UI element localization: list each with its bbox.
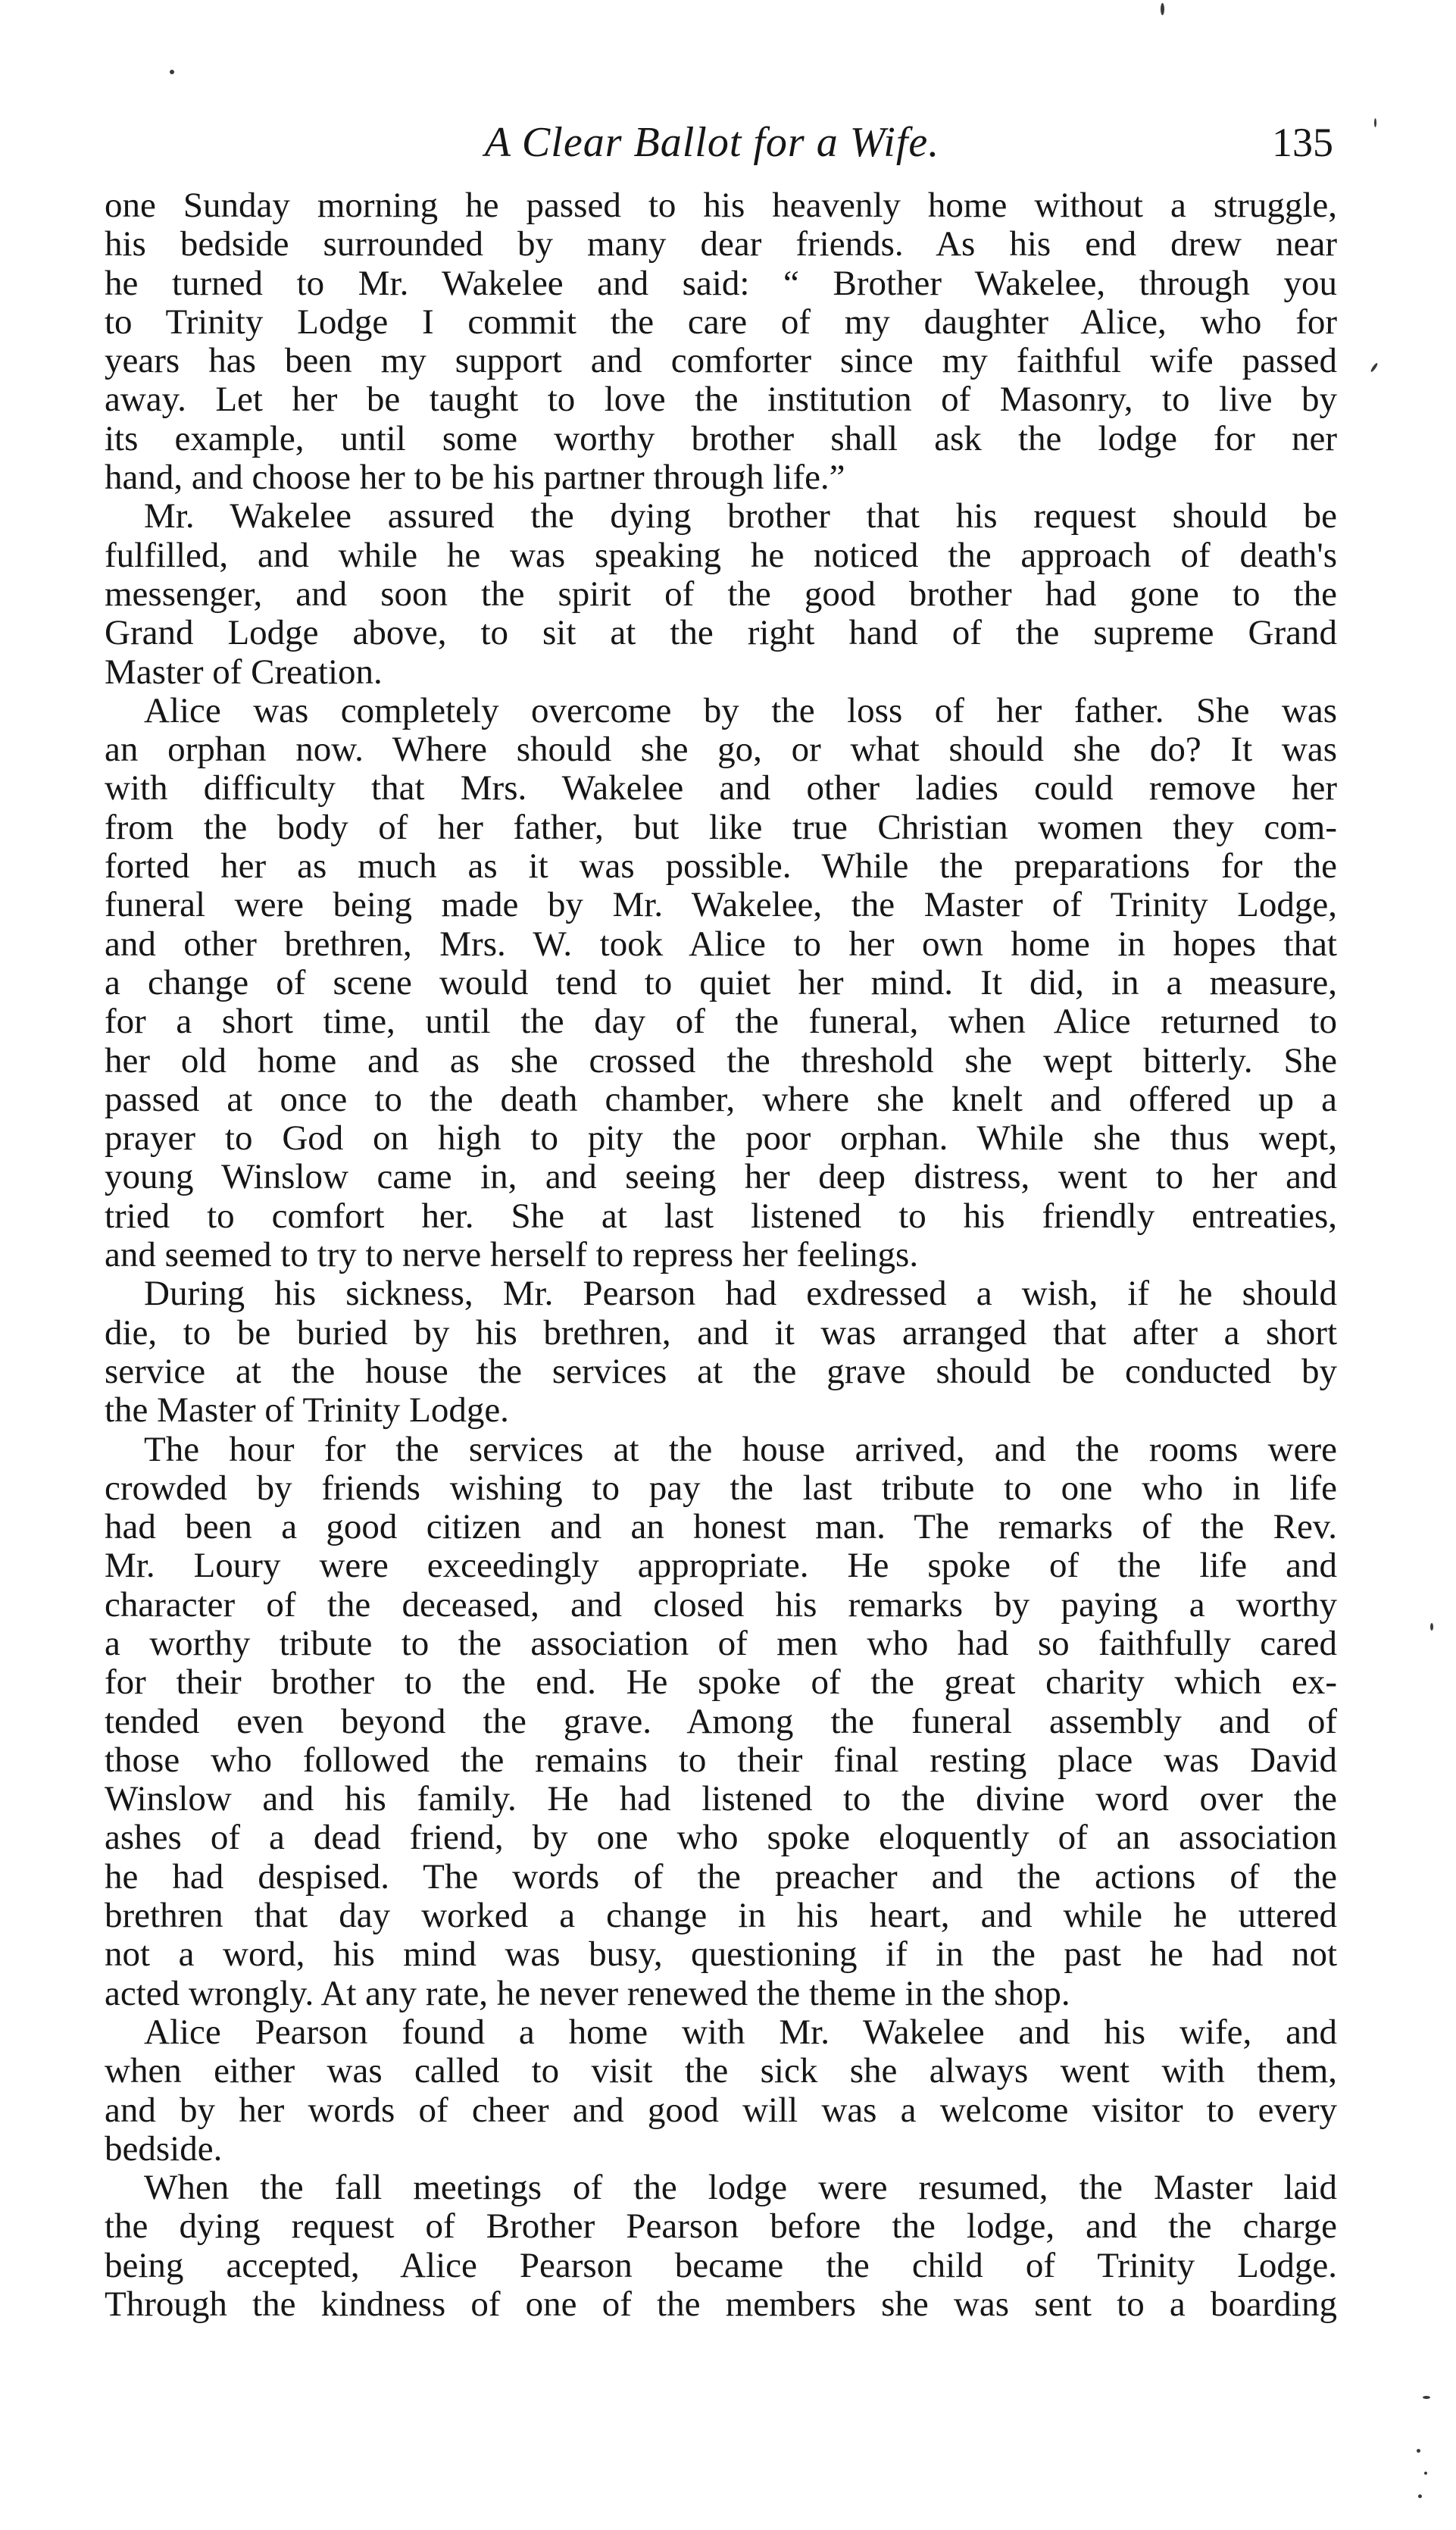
text-line: die, to be buried by his brethren, and it was arranged that after a short	[105, 1312, 1337, 1353]
text-line: bedside.	[105, 2128, 223, 2169]
paragraph-first-line: Alice was completely overcome by the loss of her father. She was	[144, 690, 1337, 730]
page-number: 135	[1272, 120, 1333, 165]
scan-speck	[1423, 2396, 1430, 2399]
body-text	[105, 186, 1337, 2324]
scan-speck	[1418, 2494, 1422, 2498]
text-line: to Trinity Lodge I commit the care of my daughter Alice, who for	[105, 302, 1337, 342]
text-line: a worthy tribute to the association of men who had so faithfully cared	[105, 1623, 1337, 1663]
text-line: from the body of her father, but like true Christian women they com-	[105, 807, 1337, 847]
text-line: prayer to God on high to pity the poor orphan. While she thus wept,	[105, 1118, 1337, 1159]
text-line: its example, until some worthy brother shall ask the lodge for ner	[105, 418, 1337, 458]
text-line: not a word, his mind was busy, questioning if in the past he had not	[105, 1934, 1337, 1975]
text-line: and seemed to try to nerve herself to repress her feelings.	[105, 1235, 919, 1275]
text-line: ashes of a dead friend, by one who spoke eloquently of an association	[105, 1818, 1337, 1858]
text-line: and other brethren, Mrs. W. took Alice to her own home in hopes that	[105, 924, 1337, 964]
running-header	[0, 112, 1456, 173]
scan-speck	[1370, 362, 1378, 373]
text-line: Grand Lodge above, to sit at the right hand of the supreme Grand	[105, 613, 1337, 653]
text-line: young Winslow came in, and seeing her deep distress, went to her and	[105, 1157, 1337, 1197]
text-line: character of the deceased, and closed his remarks by paying a worthy	[105, 1584, 1337, 1625]
scan-speck	[1417, 2449, 1420, 2453]
text-line: the dying request of Brother Pearson before the lodge, and the charge	[105, 2206, 1337, 2247]
text-line: her old home and as she crossed the threshold she wept bitterly. She	[105, 1040, 1337, 1080]
scan-speck	[1161, 3, 1164, 15]
text-line: being accepted, Alice Pearson became the child of Trinity Lodge.	[105, 2245, 1337, 2285]
paragraph-first-line: Alice Pearson found a home with Mr. Wakelee and his wife, and	[144, 2012, 1337, 2052]
text-line: passed at once to the death chamber, where she knelt and offered up a	[105, 1079, 1337, 1119]
text-line: crowded by friends wishing to pay the last tribute to one who in life	[105, 1468, 1337, 1508]
scan-speck	[1424, 2472, 1427, 2475]
text-line: Through the kindness of one of the members she was sent to a boarding	[105, 2285, 1337, 2325]
paragraph-first-line: During his sickness, Mr. Pearson had exdressed a wish, if he should	[144, 1274, 1337, 1314]
text-line: hand, and choose her to be his partner through life.”	[105, 458, 845, 498]
text-line: his bedside surrounded by many dear friends. As his end drew near	[105, 224, 1337, 264]
text-line: Winslow and his family. He had listened to the divine word over the	[105, 1779, 1337, 1819]
text-line: forted her as much as it was possible. While the preparations for the	[105, 846, 1337, 887]
text-line: a change of scene would tend to quiet her mind. It did, in a measure,	[105, 962, 1337, 1002]
text-line: had been a good citizen and an honest man. The remarks of the Rev.	[105, 1507, 1337, 1547]
scan-speck	[170, 70, 174, 74]
text-line: Mr. Loury were exceedingly appropriate. He spoke of the life and	[105, 1546, 1337, 1586]
text-line: years has been my support and comforter since my faithful wife passed	[105, 341, 1337, 381]
scan-speck	[1374, 118, 1376, 127]
text-line: he turned to Mr. Wakelee and said: “ Brother Wakelee, through you	[105, 263, 1337, 303]
text-line: one Sunday morning he passed to his heavenly home without a struggle,	[105, 186, 1337, 225]
text-line: with difficulty that Mrs. Wakelee and other ladies could remove her	[105, 768, 1337, 808]
text-line: when either was called to visit the sick she always went with them,	[105, 2051, 1337, 2091]
paragraph-first-line: When the fall meetings of the lodge were resumed, the Master laid	[144, 2168, 1337, 2208]
text-line: Master of Creation.	[105, 652, 383, 692]
text-line: the Master of Trinity Lodge.	[105, 1390, 509, 1431]
text-line: acted wrongly. At any rate, he never renewed the theme in the shop.	[105, 1973, 1070, 2013]
text-line: he had despised. The words of the preacher and the actions of the	[105, 1856, 1337, 1897]
text-line: for a short time, until the day of the funeral, when Alice returned to	[105, 1002, 1337, 1042]
text-line: an orphan now. Where should she go, or what should she do? It was	[105, 730, 1337, 770]
text-line: for their brother to the end. He spoke of the great charity which ex-	[105, 1662, 1337, 1703]
paragraph-first-line: The hour for the services at the house arrived, and the rooms were	[144, 1429, 1337, 1469]
text-line: fulfilled, and while he was speaking he noticed the approach of death's	[105, 535, 1337, 575]
scan-speck	[1430, 1623, 1433, 1631]
text-line: and by her words of cheer and good will was a welcome visitor to every	[105, 2090, 1337, 2130]
text-line: tended even beyond the grave. Among the funeral assembly and of	[105, 1701, 1337, 1741]
text-line: service at the house the services at the grave should be conducted by	[105, 1351, 1337, 1391]
text-line: tried to comfort her. She at last listened to his friendly entreaties,	[105, 1196, 1337, 1236]
text-line: funeral were being made by Mr. Wakelee, the Master of Trinity Lodge,	[105, 885, 1337, 925]
text-line: messenger, and soon the spirit of the good brother had gone to the	[105, 574, 1337, 614]
running-title: A Clear Ballot for a Wife.	[484, 119, 940, 166]
text-line: brethren that day worked a change in his heart, and while he uttered	[105, 1896, 1337, 1936]
text-line: those who followed the remains to their final resting place was David	[105, 1740, 1337, 1780]
paragraph-first-line: Mr. Wakelee assured the dying brother that his request should be	[144, 496, 1337, 536]
text-line: away. Let her be taught to love the institution of Masonry, to live by	[105, 380, 1337, 420]
